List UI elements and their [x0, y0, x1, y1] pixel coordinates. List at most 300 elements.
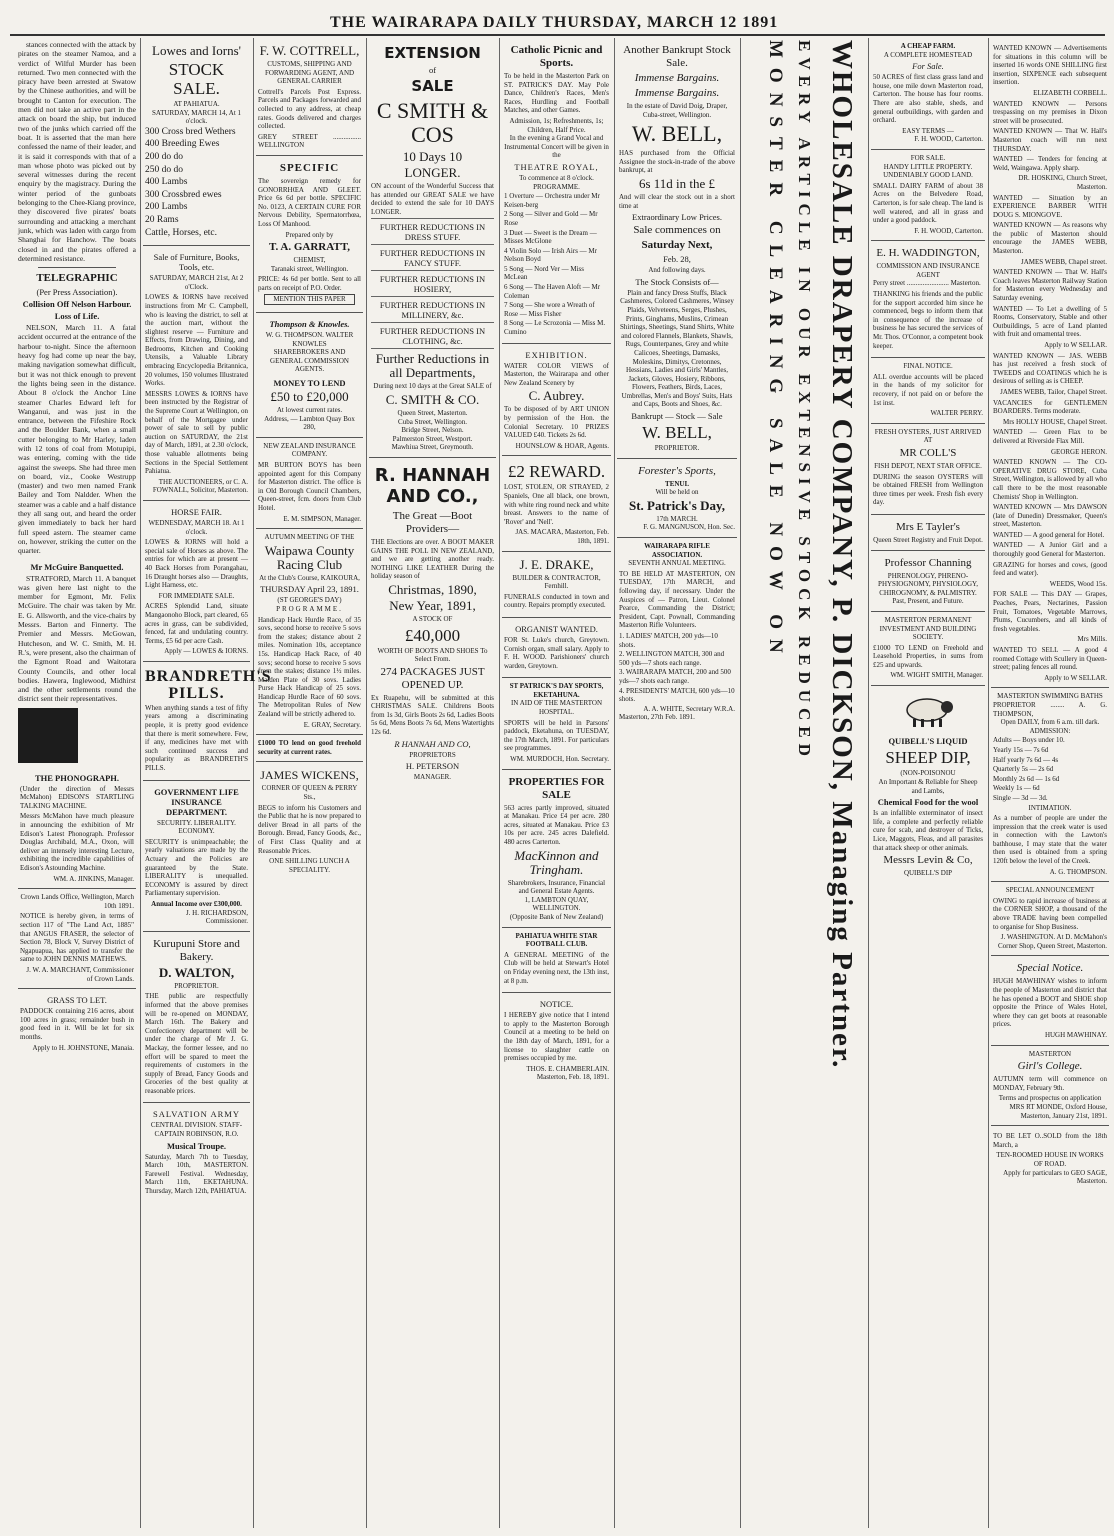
stock-list: Plain and fancy Dress Stuffs, Black Cashmeres, Colored Cashmeres, Winsey Plaids, Velveteens, Serges, Plushes, Prints, Ginghams, Muslins, Crimean Shirtings, Sheetings, Stand Shirts, White and colored Flannels, Blankets, Shawls, Rugs, Counterpanes, Grey and white Calicoes, Sheetings, Damasks, Moleskins, Dimitys, Cretonnes, Hessians, Ladies and Girls' Mantles, Jackets, Gloves, Hosiery, Ribbons, Flowers, Feathers, Birds, Laces, Umbrellas, Men's and Boys' Suits, Hats and Caps, Boots and Shoes, &c. — [619, 288, 734, 409]
notice-text: I HEREBY give notice that I intend to apply to the Masterton Borough Council at a meeting to be held on the 18th day of March, 1891, for a license to slaughter cattle on premises occupied by me. — [504, 1011, 609, 1063]
every-article-banner — [790, 40, 814, 1520]
bell-role: PROPRIETOR. — [654, 444, 700, 453]
stock-item: Cattle, Horses, etc. — [145, 227, 218, 238]
thompson-knowles-ad — [256, 313, 363, 438]
money-address: Address, — Lambton Quay Box 280, — [264, 414, 355, 432]
bargains-line: Immense Bargains. — [634, 87, 720, 99]
races-title: Waipawa County Racing Club — [264, 542, 355, 572]
programme-item: 1 Overture — Orchestra under Mr Keisen-berg — [504, 192, 600, 209]
extension-heading: EXTENSION — [384, 44, 481, 62]
rifle-heading: WAIRARAPA RIFLE ASSOCIATION. — [644, 542, 710, 559]
intimation-signature: A. G. THOMPSON. — [1049, 867, 1107, 876]
grass-to-let-ad — [18, 989, 136, 1057]
column-divider — [614, 38, 615, 1528]
estate-text: In the estate of David Doig, Draper, Cuba-street, Wellington. — [626, 102, 728, 119]
thompson-heading: Thompson & Knowles. — [269, 319, 350, 330]
piracy-article: stances connected with the attack by pirates on the steamer Namoa, and a verdict of Wilful Murder has been returned. Two men connected with the piracy have been arrested at Swatow by the Chinese authorities, and will be brought to Canton for execution. The men did not take an active part in the attack on board the ship, but induced two of the junks which carried off the boat. It is asserted that the man here confessed the name of their leader, and it is said it corresponds with that of a man whose photo was picked out by several witnesses during the recent enquiry by the magistracy. During the winter period of the gunboats belonging to the Chee-Kiang province, they discovered five pirates' boats surrounding and attacking a merchant junk, which was laden with cargo from Shanghai for Hanchow. The boats closed in and the pirates offered a determined resistance. — [18, 40, 136, 263]
auctioneer-signature: THE AUCTIONEERS, or C. A. FOWNALL, Solicitor, Masterton. — [152, 477, 248, 495]
quibell-dip: QUIBELL'S DIP — [903, 869, 953, 878]
bell-heading-2: W. BELL, — [642, 423, 712, 443]
furniture-sale-ad — [143, 246, 250, 501]
bankrupt-heading: Another Bankrupt Stock Sale. — [623, 44, 731, 69]
sheep-dip-ad — [871, 686, 985, 883]
concert-commence: To commence at 8 o'clock. — [519, 173, 594, 182]
mcolls-name: MR COLL'S — [899, 446, 957, 459]
wanted-item: FOR SALE — This DAY — Grapes, Peaches, Pears, Nectarines, Passion Fruit, Tomatoes, Vegetable Marrows, Plums, Cucumbers, and all kinds of fresh vegetables. — [993, 590, 1107, 633]
cottrell-address: GREY STREET ................ WELLINGTON — [258, 132, 361, 150]
nz-insurance-ad — [256, 438, 363, 529]
wanted-item: GRAZING for horses and cows, (good feed and water). — [993, 560, 1107, 578]
picnic-heading: Catholic Picnic and Sports. — [510, 44, 603, 69]
wanted-ads — [991, 38, 1109, 688]
reward-ad — [502, 456, 611, 551]
girls-college-ad — [991, 1046, 1109, 1127]
masthead-title: THE WAIRARAPA DAILY THURSDAY, MARCH 12 1891 — [330, 14, 779, 31]
wanted-signature: Mrs HOLLY HOUSE, Chapel Street. — [1002, 417, 1107, 426]
bell-heading: W. BELL, — [631, 121, 723, 147]
horse-fair-heading: HORSE FAIR. — [171, 506, 222, 517]
special-announcement-heading: SPECIAL ANNOUNCEMENT — [1005, 886, 1095, 895]
racing-club-ad — [256, 529, 363, 735]
reduction-line: FURTHER REDUCTIONS IN FANCY STUFF. — [371, 244, 494, 268]
concert-text: In the evening a Grand Vocal and Instrumental Concert will be given in the — [504, 134, 609, 160]
walton-text: THE public are respectfully informed that the above premises will be re-opened on MONDAY, March 16th. The Bakery and Confectionery department will be under the charge of Mr J. G. Mackay, the former lessee, and no effort will be spared to meet the requirements of customers in the supply of Bread, Fancy Goods and Groceries of the best quality at reasonable prices. — [145, 992, 248, 1095]
reward-heading: £2 REWARD. — [507, 462, 606, 482]
properties-heading: PROPERTIES FOR SALE — [508, 775, 605, 801]
wanted-signature: ELIZABETH CORBELL. — [1033, 88, 1107, 97]
baths-heading: MASTERTON SWIMMING BATHS — [997, 692, 1103, 701]
salvation-troupe: Musical Troupe. — [166, 1140, 227, 1151]
govlife-heading: GOVERNMENT LIFE INSURANCE DEPARTMENT. — [154, 786, 239, 817]
notice-signature: THOS. E. CHAMBERLAIN. Masterton, Feb. 18, 1891. — [526, 1064, 609, 1082]
garratt-role: CHEMIST, — [293, 256, 326, 265]
phonograph-text: Messrs McMahon have much pleasure in announcing the exhibition of Mr Edison's Latest Phonograph. Professor Douglas Archibald, M.A., Oxon, will deliver an intensely interesting Lecture, exhibiting the incredible capabilities of Edison's Astounding Machine. — [20, 812, 134, 873]
wanted-item: VACANCIES for GENTLEMEN BOARDERS. Terms moderate. — [993, 398, 1107, 416]
branch-address: Queen Street, Masterton. — [397, 408, 468, 417]
crown-lands-signature: J. W. A. MARCHANT, Commissioner of Crown Lands. — [26, 965, 134, 983]
hannah-boots-ad — [369, 458, 496, 787]
properties-text: 563 acres partly improved, situated at Manakau. Price £4 per acre. 280 acres, situated at Manakau. Price £3 10s per acre. 245 acres Dalefield. 480 acres Carterton. — [504, 803, 609, 846]
reduction-line: FURTHER REDUCTIONS IN DRESS STUFF. — [371, 218, 494, 242]
rifle-text: TO BE HELD AT MASTERTON, ON TUESDAY, 17th MARCH, and following day, if necessary. Under the Auspices of — Patron, Lieut. Colonel Pearce, Commanding the District; President, Capt. Pownall, Commanding Masterton Rifle Volunteers. — [619, 569, 735, 630]
waddington-heading: E. H. WADDINGTON, — [876, 247, 980, 260]
to-let-text: TO BE LET O..SOLD from the 18th March, a — [993, 1132, 1107, 1149]
exhibition-heading: EXHIBITION. — [525, 349, 588, 360]
stock-item: 20 Rams — [145, 214, 179, 225]
bankrupt-footer: Bankrupt — Stock — Sale — [631, 411, 723, 422]
programme-item: 4 Violin Solo — Irish Airs — Mr Nelson Boyd — [504, 246, 597, 264]
intimation-text: As a number of people are under the impression that the creek water is used in connection with the Lawton's bathhouse, I may state that the water then used is obtained from a spring 120ft below the level of the Creek. — [993, 814, 1107, 866]
society-signature: WM. WIGHT SMITH, Manager. — [890, 671, 983, 680]
handy-heading: HANDY LITTLE PROPERTY. — [883, 162, 973, 171]
stock-item: 250 do do — [145, 164, 183, 175]
baths-row: Monthly 2s 6d — 1s 6d — [993, 774, 1060, 783]
hannah-proprietors-name: R HANNAH AND CO, — [394, 738, 471, 749]
college-text: AUTUMN term will commence on MONDAY, February 9th. — [993, 1075, 1107, 1092]
hannah-manager-role: MANAGER. — [413, 773, 452, 782]
programme-item: 3 Duet — Sweet is the Dream — Misses McGlone — [504, 228, 597, 246]
stpat-signature: WM. MURDOCH, Hon. Secretary. — [510, 755, 609, 764]
wanted-item: WANTED KNOWN — That W. Hall's Masterton coach will run next THURSDAY. — [993, 127, 1107, 153]
cheap-farm-ad — [871, 38, 985, 150]
cottrell-text: Cottrell's Parcels Post Express. Parcels and Packages forwarded and collected to any address, at cheap rates. Goods delivered and charges collected. — [258, 87, 361, 131]
sale-date: Feb. 28, — [663, 254, 691, 265]
picnic-text: To be held in the Masterton Park on ST. PATRICK'S DAY. May Pole Dance, Children's Races, Men's Races, Hurdling and Football Matches, and other Games. — [504, 72, 609, 115]
collision-article: NELSON, March 11. A fatal accident occurred at the entrance of the harbour to-night. Since the afternoon heavy fog had come up near the bay, making navigation somewhat difficult, but it was not thick enough to prevent the lights being seen in the distance. About 8 o'clock the Anchor Line steamer Charles Edward left for Wanganui, and was just in the entrance, between the Fifeshire Rock and the Boulder Bank, when a small cutter belonging to Mr Harley, laden with 12 tons of coal from Motupipi, was entering, coming with the tide against the sweeps. She had three men on board, viz., Cooke Westrupp (master) and two men named Frank Bailey and Tom Naldder. When the steamer was a cable and a half distance they all sang out, and heard the order given immediately to back her hard full speed astern. The steamer came on, however, striking the cutter on the quarter. — [18, 323, 136, 556]
masthead-rule — [10, 34, 1105, 36]
to-let-signature: Apply for particulars to GEO SAGE, Masterton. — [1003, 1168, 1107, 1186]
special-announcement-ad — [991, 882, 1109, 956]
wickens-text: BEGS to inform his Customers and the Public that he is now prepared to deliver Bread in all parts of the Borough. Bread, Fancy Goods, &c., of First Class Quality and at Reasonable Prices. — [258, 803, 361, 855]
baths-open: Open DAILY, from 6 a.m. till dark. — [1000, 718, 1100, 727]
stpat-day: St. Patrick's Day, — [628, 497, 726, 513]
phonograph-signature: WM. A. JINKINS, Manager. — [53, 874, 134, 883]
wholesale-drapery-banner — [818, 40, 858, 1520]
cottrell-heading: F. W. COTTRELL, — [259, 43, 360, 58]
quibell-chemical: Chemical Food for the wool — [877, 797, 979, 808]
football-club-ad — [502, 928, 611, 994]
wanted-item: WANTED KNOWN — That W. Hall's Coach leaves Masterton Railway Station for Masterton every Wednesday and Saturday evening. — [993, 268, 1107, 303]
hannah-manager: H. PETERSON — [405, 761, 460, 772]
private-sale-signature: Apply — LOWES & IORNS. — [164, 647, 248, 656]
wanted-item: WANTED KNOWN — As reasons why the public of Masterton should encourage the JAMES WEBB, Masterton. — [993, 221, 1107, 256]
reward-signature: JAS. MACARA, Masterton, Feb. 18th, 1891. — [515, 528, 609, 545]
wickens-ad — [256, 762, 363, 879]
college-heading: Girl's College. — [1017, 1060, 1083, 1073]
branch-address: Cuba Street, Wellington. — [398, 417, 467, 426]
hannah-amount: £40,000 — [404, 625, 461, 645]
salvation-subheading: CENTRAL DIVISION. STAFF-CAPTAIN ROBINSON, R.O. — [150, 1121, 243, 1139]
tayler-heading: Mrs E Tayler's — [896, 520, 960, 533]
wanted-item: WANTED — A Junior Girl and a thoroughly good General for Masterton. — [993, 541, 1107, 559]
garratt-name: T. A. GARRATT, — [269, 241, 350, 254]
money-rates: At lowest current rates. — [276, 406, 343, 415]
crown-lands-notice — [18, 889, 136, 989]
baths-row: Quarterly 5s — 2s 6d — [993, 765, 1054, 774]
nzins-heading: NEW ZEALAND INSURANCE COMPANY. — [263, 441, 356, 459]
hannah-subheading: The Great —Boot Providers— — [392, 509, 473, 535]
stpat-subheading: IN AID OF THE MASTERTON HOSPITAL. — [510, 699, 603, 717]
horse-fair-text: LOWES & IORNS will hold a special sale of Horses as above. The entries for which are at present — 40 Back Horses from Porangahau, 16 Draught horses also — Draughts, Light Harness, etc. — [145, 538, 248, 590]
new-year-heading: New Year, 1891, — [389, 597, 476, 613]
special-announcement-text: OWING to rapid increase of business at the CORNER SHOP, a thousand of the above TRADE having been compelled to organise for Shop Business. — [993, 896, 1107, 931]
horse-fair-ad — [143, 501, 250, 662]
mawhinay-text: HUGH MAWHINAY wishes to inform the people of Masterton and district that he has opened a BOOT and SHOE shop opposite the Prince of Wales Hotel, where they can get boots at reasonable prices. — [993, 977, 1107, 1029]
house-to-let-ad — [991, 1126, 1109, 1191]
sheep-dip-heading: SHEEP DIP, — [885, 748, 971, 768]
column-divider — [366, 38, 367, 1528]
lowes-heading: Lowes and Iorns' — [152, 43, 241, 58]
football-text: A GENERAL MEETING of the Club will be held at Stewart's Hotel on Friday evening next, the 13th inst, at 8 p.m. — [504, 950, 609, 985]
races-place: At the Club's Course, KAIKOURA, — [259, 573, 360, 582]
hannah-price-list: Ex Ruapehu, will be submitted at this CHRISTMAS SALE. Childrens Boots from 1s 3d, Girls Boots 2s 6d, Ladies Boots 5s 6d, Mens Boots 7s 6d, Mens Watertights 12s 6d. — [371, 693, 494, 737]
baths-row: Yearly 15s — 7s 6d — [993, 745, 1049, 754]
ads-column-2 — [143, 38, 272, 1528]
branch-address: Palmerston Street, Westport. — [392, 434, 473, 443]
rifle-match: 3. WAIRARAPA MATCH, 200 and 500 yds—7 shots each range. — [619, 668, 731, 685]
foresters-held: Will be held on — [655, 488, 699, 497]
govlife-text: SECURITY is unimpeachable; the yearly valuations are made by the Actuary and the Policies are guaranteed by the State. LIBERALITY is unequalled. ECONOMY is assured by direct Parliamentary supervision. — [145, 837, 248, 898]
salvation-heading: SALVATION ARMY — [153, 1109, 240, 1120]
handy-signature: F. H. WOOD, Carterton. — [914, 226, 983, 235]
branch-address: Bridge Street, Nelson. — [401, 426, 464, 435]
organist-heading: ORGANIST WANTED. — [515, 623, 598, 634]
fish-depot: FISH DEPOT, NEXT STAR OFFICE. — [874, 461, 982, 470]
to-let-house: TEN-ROOMED HOUSE IN WORKS OF ROAD. — [996, 1151, 1104, 1168]
foresters-heading: Forester's Sports, — [638, 464, 716, 477]
specific-prepared: Prepared only by — [285, 230, 334, 239]
foresters-date: 17th MARCH. — [656, 514, 698, 523]
reduction-line: FURTHER REDUCTIONS IN CLOTHING, &c. — [371, 322, 494, 346]
extension-during: During next 10 days at the Great SALE of — [373, 382, 492, 391]
final-notice-heading: FINAL NOTICE. — [903, 362, 953, 371]
baths-proprietor: PROPRIETOR ........ A. G. THOMPSON, — [993, 700, 1107, 718]
horse-fair-date: WEDNESDAY, MARCH 18. At 1 o'clock. — [148, 518, 245, 536]
hannah-stock: A STOCK OF — [412, 614, 453, 623]
farm-text: 50 ACRES of first class grass land and house, one mile down Masterton road, Carterton. The house has four rooms. There are also stable, sheds, and general outbuildings, with garden and orchard. — [873, 73, 983, 125]
stock-item: 300 Crossbred ewes — [145, 189, 222, 200]
nzins-text: MR BURTON BOYS has been appointed agent for this Company for Masterton district. The office is in Old Borough Council Chambers, Queen-street, fcm. doors from Club Hotel. — [258, 461, 361, 512]
programme-item: 5 Song — Nord Ver — Miss McLean — [504, 264, 584, 282]
oysters-ad — [871, 424, 985, 515]
specific-remedy-ad — [256, 156, 363, 313]
column-divider — [988, 38, 989, 1528]
mackinnon-subheading: Sharebrokers, Insurance, Financial and General Estate Agents. — [507, 878, 606, 896]
professor-heading: Professor Channing — [884, 556, 972, 569]
cottrell-ad — [256, 38, 363, 156]
quibell-heading: QUIBELL'S LIQUID — [888, 736, 968, 747]
stock-sale-place: AT PAHIATUA. — [173, 100, 220, 108]
farm-signature: F. H. WOOD, Carterton. — [914, 135, 983, 144]
govlife-signature: J. H. RICHARDSON, Commissioner. — [185, 908, 248, 926]
extension-big-line: Further Reductions in all Departments, — [371, 348, 494, 380]
brandreth-ad — [143, 662, 272, 781]
loss-heading: Loss of Life. — [54, 311, 100, 322]
thompson-subheading: SHAREBROKERS AND GENERAL COMMISSION AGENTS. — [270, 348, 349, 374]
extension-days: 10 Days 10 — [402, 149, 463, 164]
tayler-subheading: Queen Street Registry and Fruit Depot. — [873, 535, 983, 544]
ads-column-8 — [871, 38, 985, 1528]
society-text: £1000 TO LEND on Freehold and Leasehold Properties, in sums from £25 and upwards. — [873, 643, 983, 669]
lend-ad — [256, 735, 363, 762]
baths-row: Adults — Boys under 10. — [993, 736, 1065, 745]
saturday-next: Saturday Next, — [641, 239, 713, 252]
mortgagee-text: MESSRS LOWES & IORNS have been instructed by the Registrar of the Supreme Court at Wellington, on behalf of the Mortgagee under power of sale to sell by public auction on SATURDAY, the 21st day of March, 1891, at 2.30 o'clock, those valuable allotments being Sections in the Special Settlement Pahiatua. — [145, 389, 248, 476]
swimming-baths-ad — [991, 688, 1109, 882]
reward-text: LOST, STOLEN, OR STRAYED, 2 Spaniels, One all black, one brown, with white ring round neck and white breast. Answers to the name of 'Rover' and 'Nell'. — [504, 483, 609, 526]
money-amount: £50 to £20,000 — [270, 389, 349, 405]
bell-price: 6s 11d in the £ — [638, 175, 716, 191]
drake-subheading: BUILDER & CONTRACTOR, Fernhill. — [512, 573, 601, 591]
bankrupt-stock-ad — [617, 38, 737, 459]
column-divider — [740, 38, 741, 1528]
ads-column-5 — [502, 38, 611, 1528]
column-divider — [499, 38, 500, 1528]
exhibition-ad — [502, 344, 611, 457]
collision-heading: Collision Off Nelson Harbour. — [22, 299, 132, 310]
wanted-signature: DR. HOSKING, Church Street, Masterton. — [1018, 174, 1107, 191]
extension-firm-2: C. SMITH & CO. — [385, 391, 480, 407]
drake-ad — [502, 552, 611, 618]
govlife-income: Annual Income over £300,000. — [151, 899, 242, 908]
baths-row: Single — 3d — 3d. — [993, 793, 1048, 802]
phonograph-subheading: (Under the direction of Messrs McMahon) EDISON'S STARTLING TALKING MACHINE. — [20, 784, 134, 810]
football-heading: PAHIATUA WHITE STAR FOOTBALL CLUB. — [515, 931, 598, 949]
college-terms: Terms and prospectus on application — [998, 1094, 1102, 1103]
wanted-item: WANTED — Green Flax to be delivered at Riverside Flax Mill. — [993, 428, 1107, 445]
low-prices: Extraordinary Low Prices. — [632, 212, 722, 223]
mackinnon-opposite: (Opposite Bank of New Zealand) — [509, 912, 604, 921]
slaughter-notice — [502, 993, 611, 1087]
quibell-text: Is an infallible exterminator of insect life, a complete and perfectly reliable cure for scab, and destroyer of Ticks, Lice, Maggots, Fleas, and all parasites that attack sheep or other animals. — [873, 809, 983, 852]
grass-text: PADDOCK containing 216 acres, about 100 acres in grass; remainder bush in good feed in it. Will be let for six months. — [20, 1007, 134, 1041]
clearing-banner — [760, 40, 786, 1520]
column-divider — [253, 38, 254, 1528]
rifle-date: Masterton, 27th Feb. 1891. — [619, 713, 695, 722]
baths-row: Half yearly 7s 6d — 4s — [993, 755, 1059, 764]
quibell-important: An Important & Reliable for Sheep and Lambs, — [878, 778, 978, 795]
walton-role: PROPRIETOR. — [174, 981, 219, 990]
aubrey-text: To be disposed of by ART UNION by permission of the Hon. the Colonial Secretary. 10 PRIZES VALUED £40. Tickets 2s 6d. — [504, 405, 609, 440]
kurupuni-store-ad — [143, 932, 250, 1104]
wanted-signature: Apply to W SELLAR. — [1044, 341, 1107, 349]
furniture-text: LOWES & IORNS have received instructions from Mr C. Campbell, who is leaving the district, to sell at the auction mart, without the slightest reserve — Furniture and Effects, from Drawing, Dining, and Bedrooms, Kitchen and Cooking Utensils, a Valuable Library embracing Encyclopedia Britannica, 20 volumes, 150 volumes Illustrated Works. — [145, 293, 248, 388]
concert-programme: PROGRAMME. — [533, 182, 580, 191]
baths-admission: ADMISSION: — [1029, 726, 1071, 735]
final-notice-ad — [871, 358, 985, 424]
extension-of: of — [428, 65, 437, 75]
furniture-date: SATURDAY, MARCH 21st, At 2 o'Clock. — [149, 274, 244, 291]
races-text: Handicap Hack Hurdle Race, of 35 sovs, second horse to receive 5 sovs from the stakes; distance about 2 miles. Nomination 10s, acceptance 15s. Handicap Hack Race, of 40 sovs; second horse to receive 5 sovs from the stakes; distance 1½ miles. Maiden Plate of 30 sovs. Ladies Purse Hack Handicap of 25 sovs. Handicap Hurdle Race of 60 sovs. The Metropolitan Rules of New Zealand will be strictly adhered to. — [258, 615, 361, 719]
mcguire-article: STRATFORD, March 11. A banquet was given here last night to the member for Egmont, Mr. Felix McGuire. The chair was taken by Mr. E. G. Allsworth, and the vice-chairs by Messrs. Barton and Finnerty. The Premier and Messrs. McGowan, Hutcheson, and W. C. Smith, M. H. R.'s, were present, also the chairman of the Egmont Road and Waitotara County Councils, and other local bodies. Hawera, Inglewood, Midhirst and the other settlements round the district sent their representatives. — [18, 573, 136, 704]
wanted-item: WANTED KNOWN — Mrs DAWSON (late of Dunedin) Dressmaker, Queen's street, Masterton. — [993, 503, 1107, 529]
wanted-signature: JAMES WEBB, Tailor, Chapel Street. — [1000, 387, 1107, 396]
races-programme: PROGRAMME. — [276, 604, 343, 613]
waddington-text: THANKING his friends and the public for the support accorded him since he commenced, begs to inform them that in consequence of the increase of business he has secured the services of Mr. Thos. O'Connor, a competent book keeper. — [873, 290, 983, 350]
foresters-signature: F. G. MANGNUSON, Hon. Sec. — [643, 523, 735, 532]
specific-heading: SPECIFIC — [279, 161, 340, 174]
ink-blot-image — [18, 708, 78, 763]
races-date: THURSDAY April 23, 1891. — [260, 584, 359, 595]
programme-item: 2 Song — Silver and Gold — Mr Rose — [504, 210, 598, 227]
news-column-1 — [18, 38, 136, 1528]
stock-item: 200 Lambs — [145, 202, 188, 213]
mawhinay-notice-ad — [991, 956, 1109, 1045]
wanted-item: WANTED KNOWN — The CO-OPERATIVE DRUG STORE, Cuba Street, Wellington, is allowed by all who call there to be the most reasonable Chemists' Shop in Wellington. — [993, 458, 1108, 501]
theatre-name: THEATRE ROYAL, — [514, 161, 599, 172]
following-days: And following days. — [648, 266, 706, 275]
wanted-item: WANTED — Tenders for fencing at Weld, Waingawa. Apply sharp. — [993, 155, 1107, 172]
stpat-heading: ST PATRICK'S DAY SPORTS, EKETAHUNA. — [509, 682, 604, 699]
garratt-address: Taranaki street, Wellington. — [270, 264, 349, 273]
phonograph-heading: THE PHONOGRAPH. — [34, 772, 120, 783]
handy-property-ad — [871, 150, 985, 241]
sale-commences: Sale commences on — [633, 224, 721, 237]
kurupuni-heading: Kurupuni Store and Bakery. — [153, 937, 240, 963]
waddington-ad — [871, 241, 985, 358]
every-article-heading: EVERY ARTICLE IN OUR EXTENSIVE STOCK REDUCED — [795, 40, 814, 762]
government-insurance-ad — [143, 781, 250, 932]
ads-column-3 — [256, 38, 363, 1528]
rifle-match: 2. WELLINGTON MATCH, 300 and 500 yds—7 shots each range. — [619, 650, 725, 667]
classifieds-column-9 — [991, 38, 1109, 1528]
grass-signature: Apply to H. JOHNSTONE, Manaia. — [32, 1043, 134, 1052]
crown-lands-heading: Crown Lands Office, Wellington, March 10th 1891. — [20, 893, 134, 910]
wanted-item: WANTED TO SELL — A good 4 roomed Cottage with Scullery in Queen-street; paling fences all round. — [993, 646, 1107, 672]
stock-item: 300 Cross bred Wethers — [145, 126, 236, 137]
bell-text: HAS purchased from the Official Assignee the stock-in-trade of the above bankrupt, at — [619, 149, 735, 175]
bargains-line: Immense Bargains. — [634, 72, 720, 84]
wanted-signature: Apply to W SELLAR. — [1044, 673, 1107, 682]
column-divider — [140, 38, 141, 1528]
races-signature: E. GRAY, Secretary. — [303, 720, 361, 729]
brandreth-text: When anything stands a test of fifty years among a discriminating people, it is pretty good evidence that there is merit somewhere. Few, if any, medicines have met with such continued success and popularity as BRANDRETH'S PILLS. — [145, 703, 248, 773]
catholic-picnic-ad — [502, 38, 611, 344]
programme-item: 7 Song — She wore a Wreath of Rose — Miss Fisher — [504, 301, 595, 318]
non-poisonous: (NON-POISONOU — [900, 769, 956, 778]
thompson-names: W. G. THOMPSON. WALTER KNOWLES — [265, 331, 354, 348]
grass-heading: GRASS TO LET. — [47, 995, 107, 1006]
rifle-match: 1. LADIES' MATCH, 200 yds—10 shots. — [619, 631, 718, 649]
mackinnon-address: 1, LAMBTON QUAY, WELLINGTON. — [524, 895, 589, 913]
mackinnon-heading: MacKinnon and Tringham. — [514, 847, 599, 877]
private-sale-text: ACRES Splendid Land, situate Mangaonoho Block, part cleared, 65 acres in grass, can be subdivided, fenced, fat and undulating country. Terms, £5 6d per acre Cash. — [145, 602, 248, 645]
wanted-signature: JAMES WEBB, Chapel street. — [1020, 257, 1107, 266]
salvation-text: Saturday, March 7th to Tuesday, March 10th, MASTERTON. Farewell Festival. Wednesday, March 11th, EKETAHUNA. Thursday, March 12th, PAHIATUA. — [145, 1152, 248, 1196]
final-notice-text: ALL overdue accounts will be placed in the hands of my solicitor for recovery, if not paid on or before the 1st inst. — [873, 372, 983, 407]
races-heading: AUTUMN MEETING OF THE — [264, 533, 355, 542]
organist-ad — [502, 618, 611, 678]
college-place: MASTERTON — [1028, 1049, 1072, 1058]
christmas-heading: Christmas, 1890, — [388, 581, 477, 597]
professor-channing-ad — [871, 551, 985, 612]
telegraphic-heading: TELEGRAPHIC — [36, 272, 118, 285]
stock-item: 400 Lambs — [145, 177, 188, 188]
extension-text: ON account of the Wonderful Success that has attended our GREAT SALE we have decided to extend the sale for 10 DAYS LONGER. — [371, 182, 494, 216]
waddington-subheading: COMMISSION AND INSURANCE AGENT — [876, 262, 980, 279]
st-patricks-sports-ad — [502, 678, 611, 769]
stock-consists: The Stock Consists of— — [635, 276, 719, 287]
money-heading: MONEY TO LEND — [273, 378, 346, 389]
forsale-heading: FOR SALE. — [910, 153, 946, 162]
special-announcement-signature: J. WASHINGTON. At D. McMahon's Corner Shop, Queen Street, Masterton. — [997, 933, 1107, 950]
farm-sale: For Sale. — [912, 61, 944, 72]
masthead — [0, 0, 1114, 36]
garratt-price: PRICE: 4s 6d per bottle. Sent to all parts on receipt of P.O. Order. — [258, 275, 361, 292]
picnic-admission: Admission, 1s; Refreshments, 1s; Children, Half Price. — [509, 116, 604, 134]
nzins-signature: E. M. SIMPSON, Manager. — [283, 514, 361, 523]
wanted-item: WANTED — To Let a dwelling of 5 Rooms, Conservatory, Stable and other Outbuildings, 5 acre of Land planted with fruit and ornamental trees. — [993, 304, 1107, 339]
clearing-heading: MONSTER CLEARING SALE NOW ON — [765, 40, 786, 663]
hannah-worth: WORTH OF BOOTS AND SHOES To Select From. — [377, 646, 488, 664]
rifle-association-ad — [617, 538, 737, 727]
hannah-packages: 274 PACKAGES JUST OPENED UP. — [380, 665, 485, 691]
wholesale-heading: WHOLESALE DRAPERY COMPANY, P. DICKSON, Managing Partner. — [826, 40, 858, 1070]
wickens-address: CORNER OF QUEEN & PERRY Sts., — [261, 784, 358, 802]
properties-ad — [502, 770, 611, 928]
salvation-army-ad — [143, 1103, 250, 1202]
races-day: (ST GEORGE'S DAY) — [277, 596, 342, 605]
extension-longer: LONGER. — [404, 165, 461, 180]
baths-row: Weekly 1s — 6d — [993, 784, 1040, 793]
programme-item: 8 Song — Le Scrozonia — Miss M. Cumino — [504, 319, 606, 337]
stock-item: 200 do do — [145, 151, 183, 162]
quibell-agents: Messrs Levin & Co, — [883, 854, 973, 867]
aubrey-agents: HOUNSLOW & HOAR, Agents. — [515, 441, 609, 450]
wanted-signature: WEEDS, Wood 15s. — [1049, 579, 1107, 588]
ads-column-6 — [617, 38, 737, 1528]
branch-address: Mawhiua Street, Greymouth. — [391, 443, 474, 452]
